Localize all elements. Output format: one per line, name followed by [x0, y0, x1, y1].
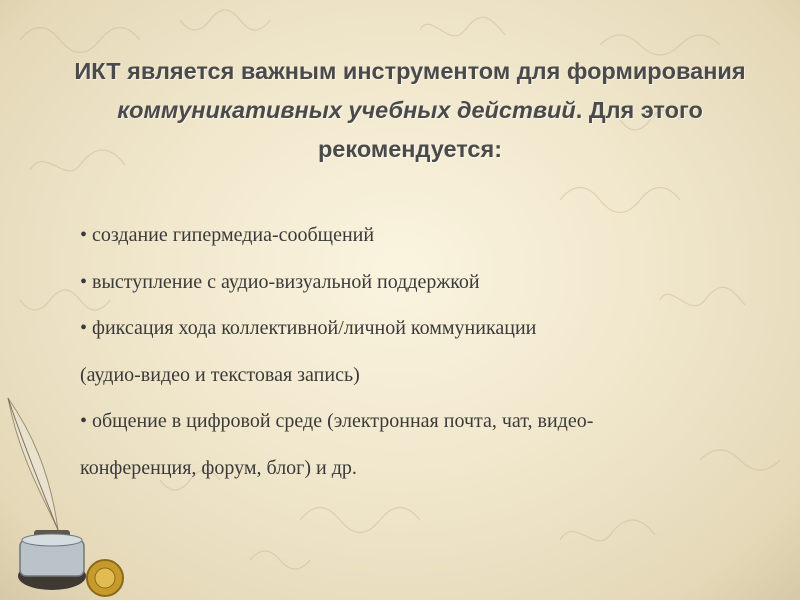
bullet-line-4-continuation: конференция, форум, блог) и др.	[80, 456, 357, 479]
bullet-line-2: • выступление с аудио-визуальной поддержкой	[80, 270, 480, 293]
title-text-part1: ИКТ является важным инструментом для формирования	[74, 58, 746, 84]
bullet-line-1: • создание гипермедиа-сообщений	[80, 224, 375, 246]
bullet-line-3-continuation: (аудио-видео и текстовая запись)	[80, 363, 360, 386]
quill-and-inkwell-decoration	[0, 390, 140, 600]
bullet-line-3: • фиксация хода коллективной/личной коммуникации	[80, 317, 537, 339]
bullet-list	[80, 212, 780, 491]
title-text-emphasis: коммуникативных учебных действий	[117, 97, 576, 123]
slide-title	[70, 52, 750, 169]
quill-pen-icon	[8, 398, 62, 550]
bullet-line-4: • общение в цифровой среде (электронная почта, чат, видео-	[80, 410, 594, 432]
inkwell-icon	[18, 530, 123, 596]
title-text-part2: . Для этого рекомендуется:	[317, 97, 703, 162]
